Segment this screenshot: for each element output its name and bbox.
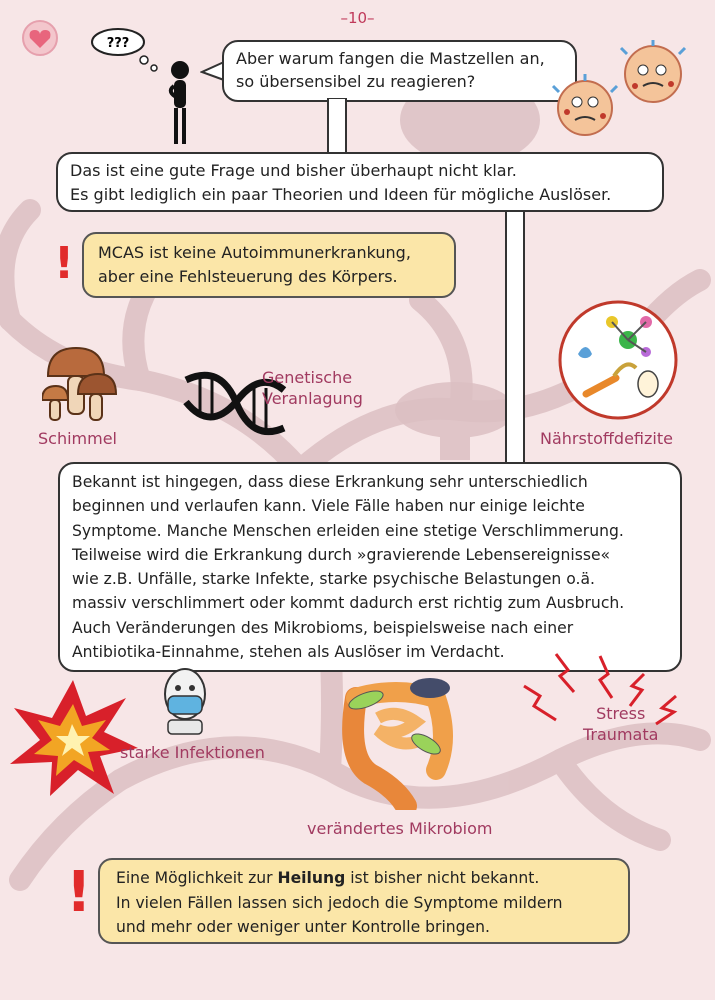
explosion-icon [6,678,140,798]
note-heilung-bold: Heilung [277,869,346,887]
page-number: –10– [340,9,375,27]
thought-bubble [88,26,168,74]
exclamation-icon-bottom: ! [66,860,92,925]
answer-speech-bubble [56,152,664,212]
label-stress-line: Stress [596,704,646,723]
note-heilung-post: ist bisher nicht bekannt. [345,869,540,887]
answer-line-1: Das ist eine gute Frage und bisher überhaupt nicht klar. [70,161,517,180]
mushroom-icon [42,340,118,424]
info-line-6: massiv verschlimmert oder kommt dadurch erst richtig zum Ausbruch. [72,594,625,613]
label-genetik [262,367,363,409]
info-line-7: Auch Veränderungen des Mikrobioms, beispielsweise nach einer [72,618,574,637]
label-infektionen: starke Infektionen [120,743,265,762]
info-line-8: Antibiotika-Einnahme, stehen als Auslöser im Verdacht. [72,643,505,662]
answer-line-2: Es gibt lediglich ein paar Theorien und Ideen für mögliche Auslöser. [70,185,612,204]
connector-line [496,208,536,468]
note-mcas [82,232,456,298]
connector-line-top [318,98,358,158]
note-heilung-pre: Eine Möglichkeit zur [116,869,278,887]
label-schimmel: Schimmel [38,429,117,448]
label-genetik-line-2: Veranlagung [262,389,363,408]
label-genetik-line-1: Genetische [262,368,353,387]
info-line-5: wie z.B. Unfälle, starke Infekte, starke psychische Belastungen o.ä. [72,570,596,589]
note-mcas-line-2: aber eine Fehlsteuerung des Körpers. [98,267,398,286]
note-mcas-line-1: MCAS ist keine Autoimmunerkrankung, [98,243,411,262]
exclamation-icon: ! [54,238,75,289]
info-line-4: Teilweise wird die Erkrankung durch »gravierende Lebensereignisse« [72,545,611,564]
masked-person-icon [160,666,210,736]
info-speech-bubble [58,462,682,672]
label-naehrstoff: Nährstoffdefizite [540,429,673,448]
thinking-person-icon [160,58,200,148]
nutrients-icon [556,298,680,422]
label-stress [583,703,658,745]
question-line-1: Aber warum fangen die Mastzellen an, [236,49,545,68]
info-line-2: beginnen und verlaufen kann. Viele Fälle haben nur einige leichte [72,497,585,516]
question-speech-bubble [222,40,577,102]
info-line-3: Symptome. Manche Menschen erleiden eine stetige Verschlimmerung. [72,521,624,540]
label-traumata-line: Traumata [583,725,659,744]
thought-text: ??? [106,36,130,51]
microbiome-icon [326,678,476,810]
note-heilung-line-2: In vielen Fällen lassen sich jedoch die Symptome mildern [116,893,563,912]
note-heilung-line-1 [116,866,612,891]
info-line-1: Bekannt ist hingegen, dass diese Erkrankung sehr unterschiedlich [72,473,588,491]
note-heilung [98,858,630,944]
note-heilung-line-3: und mehr oder weniger unter Kontrolle bringen. [116,918,490,936]
label-mikrobiom: verändertes Mikrobiom [307,819,493,838]
mast-cell-characters-icon [545,40,695,140]
question-line-2: so übersensibel zu reagieren? [236,72,476,91]
